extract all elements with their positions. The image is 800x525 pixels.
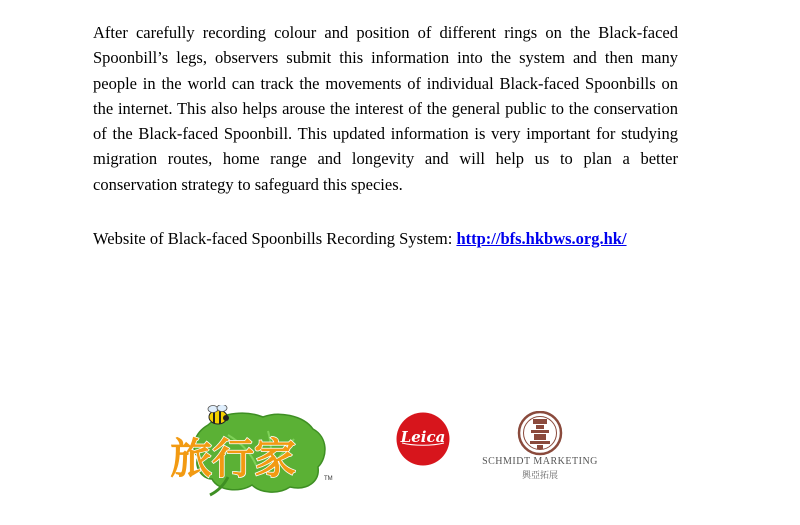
travel-logo — [168, 405, 338, 497]
schmidt-marketing-name: SCHMIDT MARKETING — [482, 456, 598, 467]
schmidt-marketing-chinese-name: 興亞拓展 — [521, 471, 558, 481]
leica-logo-text: Leica — [400, 428, 446, 446]
schmidt-emblem-icon — [474, 411, 606, 457]
leica-logo-graphic — [396, 412, 450, 466]
travel-logo-text: 旅行家 — [170, 434, 297, 483]
trademark-mark: TM — [324, 476, 333, 482]
website-link[interactable]: http://bfs.hkbws.org.hk/ — [456, 229, 627, 248]
travel-logo-graphic — [168, 405, 338, 497]
website-line — [93, 226, 627, 251]
website-label: Website of Black-faced Spoonbills Recording System: — [93, 229, 457, 248]
article-paragraph: After carefully recording colour and position of different rings on the Black-faced Spoonbill’s legs, observers submit this information into the system and then many people in the world can track the movements of individual Black-faced Spoonbills on the internet. This also helps arouse the interest of the general public to the conservation of the Black-faced Spoonbill. This updated information is very important for studying migration routes, home range and longevity and will help us to plan a better conservation strategy to safeguard this species. — [93, 23, 678, 194]
schmidt-marketing-logo — [474, 411, 606, 481]
bee-icon — [208, 405, 229, 424]
leica-logo — [396, 412, 450, 466]
